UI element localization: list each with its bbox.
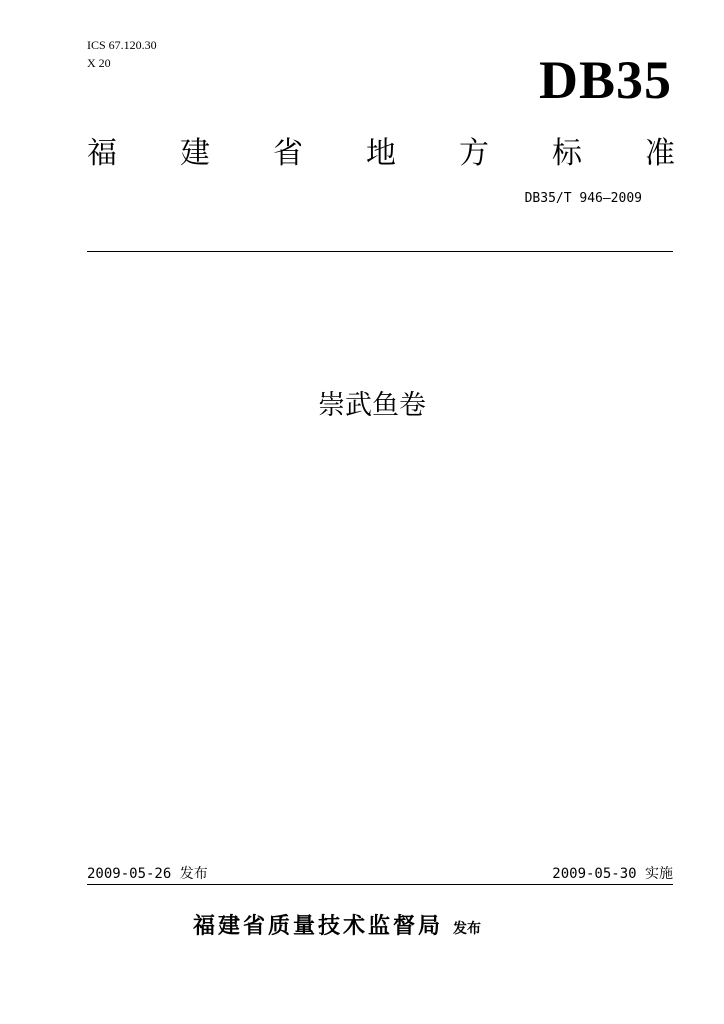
document-title: 崇武鱼卷 — [318, 390, 426, 421]
standard-type-char: 福 — [87, 136, 117, 171]
ics-code: ICS 67.120.30 — [87, 38, 157, 52]
standard-type-char: 标 — [552, 136, 582, 171]
standard-type-char: 建 — [180, 136, 210, 171]
issuing-authority: 福建省质量技术监督局 — [193, 913, 444, 939]
standard-type-char: 地 — [366, 136, 396, 171]
standard-logo: DB35 — [538, 50, 672, 110]
publish-label: 发布 — [453, 921, 482, 937]
standard-type-char: 省 — [273, 136, 303, 171]
top-divider — [87, 251, 673, 252]
issue-date: 2009-05-26 发布 — [87, 866, 208, 882]
issuer-line — [193, 910, 481, 942]
standard-type-char: 方 — [459, 136, 489, 171]
standard-type-heading — [87, 134, 675, 174]
implementation-date: 2009-05-30 实施 — [552, 866, 673, 882]
standard-number: DB35/T 946—2009 — [524, 191, 642, 206]
bottom-divider — [87, 884, 673, 885]
ccs-code: X 20 — [87, 56, 111, 70]
standard-type-char: 准 — [645, 136, 675, 171]
